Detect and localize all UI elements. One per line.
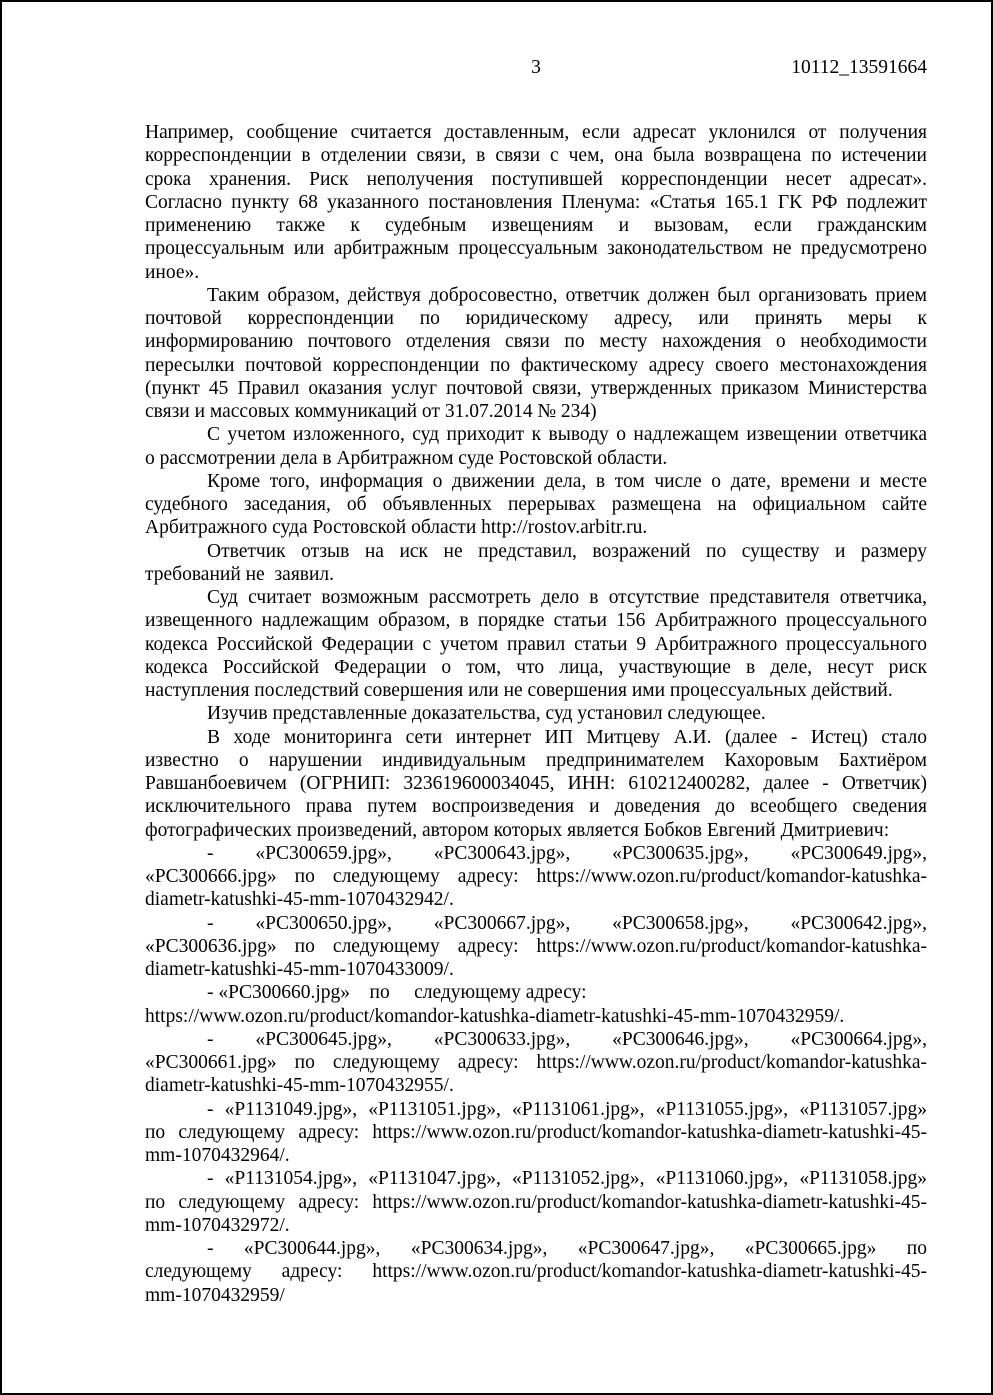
paragraph	[145, 726, 927, 842]
text-line: судебного заседания, об объявленных перерывах размещена на официальном сайте	[145, 494, 927, 515]
text-line: - «P1131049.jpg», «P1131051.jpg», «P1131061.jpg», «P1131055.jpg», «P1131057.jpg»	[207, 1098, 927, 1120]
text-line: https://www.ozon.ru/product/komandor-katushka-diametr-katushki-45-mm-1070432959/.	[145, 1005, 845, 1027]
text-line: известно о нарушении индивидуальным предпринимателем Кахоровым Бахтиёром	[145, 749, 927, 771]
text-line: корреспонденции в отделении связи, в связи с чем, она была возвращена по истечении	[145, 145, 927, 167]
document-body	[145, 121, 927, 1307]
text-line: следующему адресу: https://www.ozon.ru/product/komandor-katushka-diametr-katushki-45-	[145, 1261, 927, 1283]
page-header	[145, 56, 927, 80]
text-line: diametr-katushki-45-mm-1070433009/.	[145, 959, 454, 980]
text-line: Кроме того, информация о движении дела, в том числе о дате, времени и месте	[207, 470, 927, 492]
text-line: Равшанбоевичем (ОГРНИП: 323619600034045, ИНН: 610212400282, далее - Ответчик)	[145, 773, 927, 794]
text-line: mm-1070432959/	[145, 1284, 285, 1306]
paragraph	[145, 586, 927, 702]
paragraph	[145, 423, 927, 470]
text-line: по следующему адресу: https://www.ozon.ru/product/komandor-katushka-diametr-katushki-45-	[145, 1121, 927, 1143]
document-number: 10112_13591664	[791, 57, 927, 78]
text-line: Таким образом, действуя добросовестно, ответчик должен был организовать прием	[207, 284, 927, 306]
paragraph	[145, 121, 927, 284]
text-line: требований не заявил.	[145, 563, 335, 585]
text-line: - «PC300660.jpg» по следующему адресу:	[207, 982, 587, 1004]
paragraph	[145, 470, 927, 540]
text-line: процессуальным или арбитражным процессуальным законодательством не предусмотрено	[145, 238, 927, 260]
text-line: В ходе мониторинга сети интернет ИП Митцеву А.И. (далее - Истец) стало	[207, 726, 927, 748]
text-line: кодекса Российской Федерации с учетом правил статьи 9 Арбитражного процессуального	[145, 633, 927, 655]
paragraph	[145, 1237, 927, 1307]
text-line: исключительного права путем воспроизведения и доведения до всеобщего сведения	[145, 796, 927, 818]
text-line: Изучив представленные доказательства, суд установил следующее.	[207, 703, 766, 725]
text-line: иное».	[145, 261, 200, 283]
paragraph	[145, 1098, 927, 1168]
text-line: пересылки почтовой корреспонденции по фактическому адресу своего местонахождения	[145, 354, 927, 376]
text-line: - «PC300645.jpg», «PC300633.jpg», «PC300646.jpg», «PC300664.jpg»,	[207, 1028, 927, 1050]
text-line: - «P1131054.jpg», «P1131047.jpg», «P1131052.jpg», «P1131060.jpg», «P1131058.jpg»	[207, 1168, 927, 1190]
text-line: (пункт 45 Правил оказания услуг почтовой связи, утвержденных приказом Министерства	[145, 377, 927, 399]
paragraph	[145, 284, 927, 424]
page-number: 3	[531, 57, 541, 78]
text-line: - «PC300659.jpg», «PC300643.jpg», «PC300635.jpg», «PC300649.jpg»,	[207, 842, 927, 864]
text-line: срока хранения. Риск неполучения поступившей корреспонденции несет адресат».	[145, 168, 927, 190]
text-line: почтовой корреспонденции по юридическому адресу, или принять меры к	[145, 308, 927, 329]
text-line: связи и массовых коммуникаций от 31.07.2014 № 234)	[145, 401, 597, 422]
text-line: - «PC300644.jpg», «PC300634.jpg», «PC300647.jpg», «PC300665.jpg» по	[207, 1238, 927, 1259]
text-line: «PC300666.jpg» по следующему адресу: https://www.ozon.ru/product/komandor-katushka-	[145, 866, 927, 887]
text-line: Суд считает возможным рассмотреть дело в отсутствие представителя ответчика,	[207, 587, 927, 608]
text-line: - «PC300650.jpg», «PC300667.jpg», «PC300658.jpg», «PC300642.jpg»,	[207, 912, 927, 934]
text-line: применению также к судебным извещениям и вызовам, если гражданским	[145, 215, 927, 236]
text-line: Согласно пункту 68 указанного постановления Пленума: «Статья 165.1 ГК РФ подлежит	[145, 191, 927, 213]
paragraph	[145, 540, 927, 587]
text-line: «PC300661.jpg» по следующему адресу: https://www.ozon.ru/product/komandor-katushka-	[145, 1052, 927, 1073]
text-line: о рассмотрении дела в Арбитражном суде Ростовской области.	[145, 447, 668, 469]
paragraph	[145, 1167, 927, 1237]
paragraph	[145, 981, 927, 1028]
text-line: mm-1070432964/.	[145, 1145, 290, 1166]
text-line: наступления последствий совершения или не совершения ими процессуальных действий.	[145, 680, 893, 701]
paragraph	[145, 912, 927, 982]
text-line: «PC300636.jpg» по следующему адресу: https://www.ozon.ru/product/komandor-katushka-	[145, 935, 927, 957]
text-line: Арбитражного суда Ростовской области http://rostov.arbitr.ru.	[145, 517, 648, 539]
text-line: информированию почтового отделения связи по месту нахождения о необходимости	[145, 331, 927, 353]
text-line: Например, сообщение считается доставленным, если адресат уклонился от получения	[145, 122, 927, 143]
text-line: Ответчик отзыв на иск не представил, возражений по существу и размеру	[207, 540, 927, 562]
paragraph	[145, 1028, 927, 1098]
text-line: С учетом изложенного, суд приходит к выводу о надлежащем извещении ответчика	[207, 424, 927, 446]
text-line: кодекса Российской Федерации о том, что лица, участвующие в деле, несут риск	[145, 656, 927, 678]
paragraph	[145, 702, 927, 725]
text-line: mm-1070432972/.	[145, 1214, 290, 1236]
paragraph	[145, 842, 927, 912]
text-line: diametr-katushki-45-mm-1070432942/.	[145, 889, 454, 911]
text-line: по следующему адресу: https://www.ozon.ru/product/komandor-katushka-diametr-katushki-45-	[145, 1191, 927, 1213]
text-line: извещенного надлежащим образом, в порядке статьи 156 Арбитражного процессуального	[145, 610, 927, 632]
text-line: фотографических произведений, автором которых является Бобков Евгений Дмитриевич:	[145, 819, 890, 841]
text-line: diametr-katushki-45-mm-1070432955/.	[145, 1075, 454, 1097]
